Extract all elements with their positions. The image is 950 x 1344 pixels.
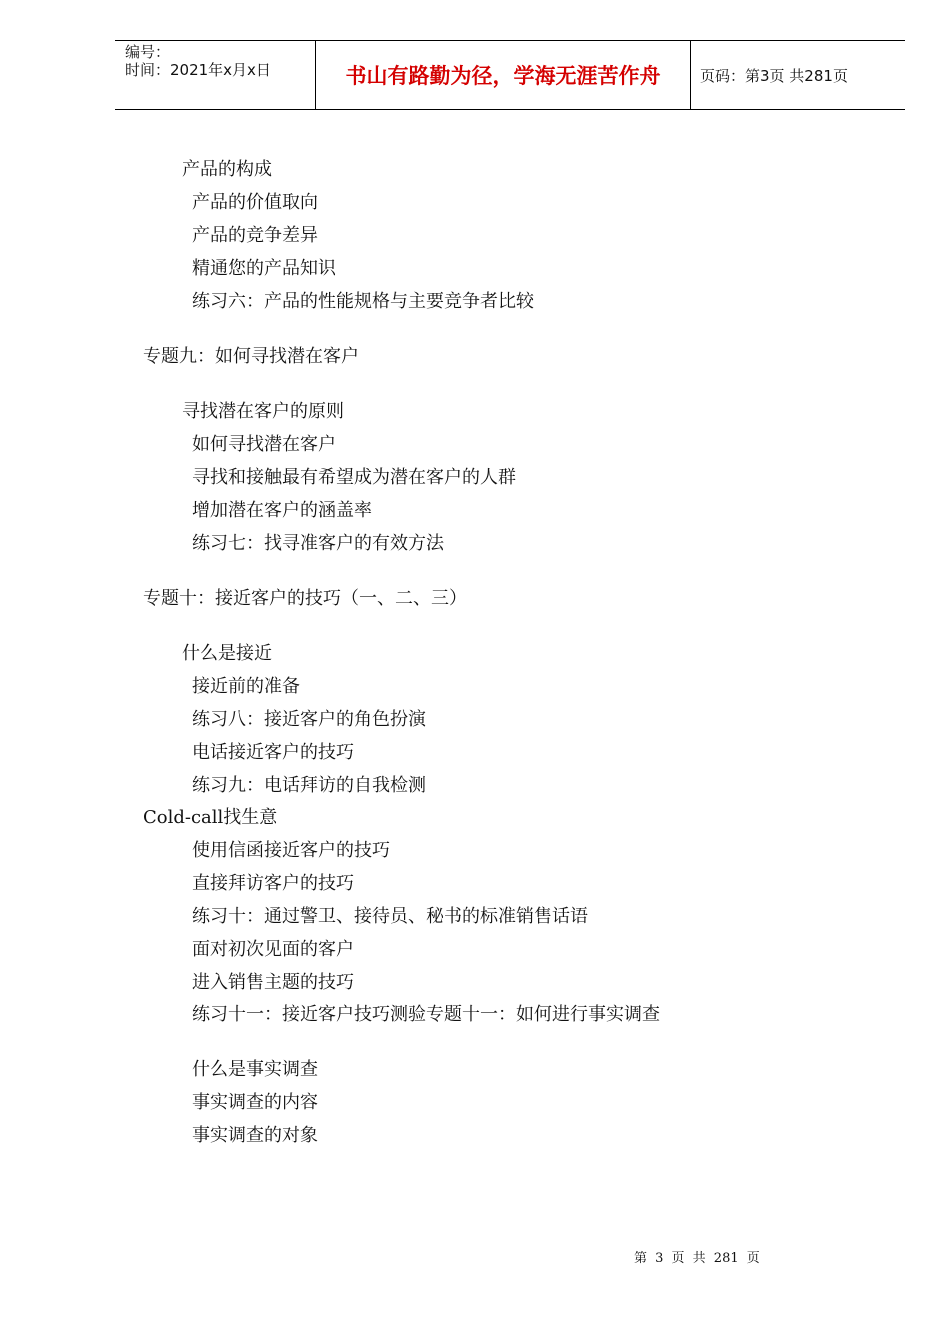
toc-line: 精通您的产品知识 [192,258,336,279]
header-meta [115,41,315,111]
toc-line: 进入销售主题的技巧 [192,972,354,993]
toc-line: 产品的构成 [182,159,272,180]
toc-line: 直接拜访客户的技巧 [192,873,354,894]
toc-line: 事实调查的对象 [192,1125,318,1146]
toc-line: 面对初次见面的客户 [192,939,354,960]
toc-line: 如何寻找潜在客户 [192,434,336,455]
toc-line: 练习六：产品的性能规格与主要竞争者比较 [192,291,534,312]
toc-line: 练习十：通过警卫、接待员、秘书的标准销售话语 [192,906,588,927]
toc-line: 寻找和接触最有希望成为潜在客户的人群 [192,467,516,488]
toc-line: 电话接近客户的技巧 [192,742,354,763]
toc-line: 使用信函接近客户的技巧 [192,840,390,861]
toc-line: 什么是事实调查 [192,1059,318,1080]
toc-line: 产品的竞争差异 [192,225,318,246]
toc-line: 练习八：接近客户的角色扮演 [192,709,426,730]
toc-section-heading: 专题九：如何寻找潜在客户 [143,346,359,367]
header-motto: 书山有路勤为径，学海无涯苦作舟 [315,41,691,109]
toc-line: 什么是接近 [182,643,272,664]
document-time: 时间：2021年x月x日 [125,61,271,79]
header-page-info: 页码：第3页 共281页 [700,66,848,85]
toc-section-heading: 专题十：接近客户的技巧（一、二、三） [143,588,467,609]
toc-line: 增加潜在客户的涵盖率 [192,500,372,521]
page-footer: 第 3 页 共 281 页 [634,1251,760,1266]
toc-line: 练习七：找寻准客户的有效方法 [192,533,444,554]
document-number: 编号： [125,43,171,61]
toc-line: 接近前的准备 [192,676,300,697]
toc-line: 练习九：电话拜访的自我检测 [192,775,426,796]
page-header [115,40,905,110]
toc-line: 练习十一：接近客户技巧测验专题十一：如何进行事实调查 [192,1004,660,1025]
toc-line: 事实调查的内容 [192,1092,318,1113]
toc-line: 寻找潜在客户的原则 [182,401,344,422]
toc-line: Cold-call找生意 [143,807,278,828]
toc-line: 产品的价值取向 [192,192,318,213]
